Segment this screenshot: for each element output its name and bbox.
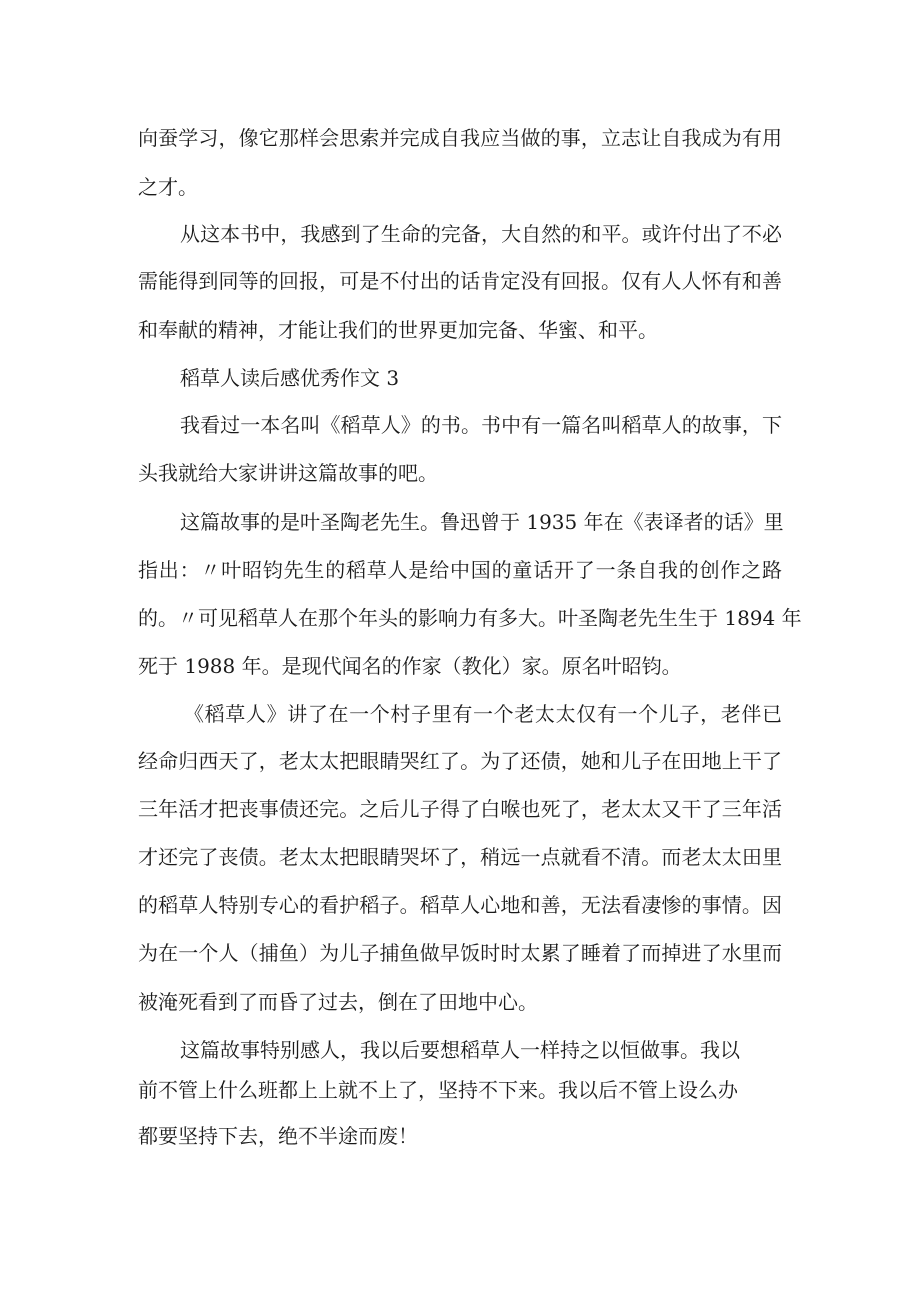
text-line: 三年活才把丧事债还完。之后儿子得了白喉也死了，老太太又干了三年活 (138, 797, 782, 821)
text-line: 指出：〃叶昭钧先生的稻草人是给中国的童话开了一条自我的创作之路 (138, 558, 782, 582)
text-line: 为在一个人（捕鱼）为儿子捕鱼做早饭时时太累了睡着了而掉进了水里而 (138, 941, 782, 965)
text-line: 之才。 (138, 175, 198, 199)
text-line: 被淹死看到了而昏了过去，倒在了田地中心。 (138, 990, 538, 1014)
section-heading: 稻草人读后感优秀作文 3 (180, 366, 400, 390)
text-line: 这篇故事的是叶圣陶老先生。鲁迅曾于 1935 年在《表译者的话》里 (180, 510, 784, 534)
text-line: 需能得到同等的回报，可是不付出的话肯定没有回报。仅有人人怀有和善 (138, 269, 782, 293)
text-line: 这篇故事特别感人，我以后要想稻草人一样持之以恒做事。我以 (180, 1038, 740, 1062)
text-line: 都要坚持下去，绝不半途而废！ (138, 1124, 418, 1148)
text-line: 我看过一本名叫《稻草人》的书。书中有一篇名叫稻草人的故事，下 (180, 413, 782, 437)
text-line: 经命归西天了，老太太把眼睛哭红了。为了还债，她和儿子在田地上干了 (138, 749, 782, 773)
text-line: 向蚕学习，像它那样会思索并完成自我应当做的事，立志让自我成为有用 (138, 126, 782, 150)
text-line: 头我就给大家讲讲这篇故事的吧。 (138, 461, 438, 485)
text-line: 《稻草人》讲了在一个村子里有一个老太太仅有一个儿子，老伴已 (184, 702, 782, 726)
text-line: 从这本书中，我感到了生命的完备，大自然的和平。或许付出了不必 (180, 222, 782, 246)
text-line: 和奉献的精神，才能让我们的世界更加完备、华蜜、和平。 (138, 318, 658, 342)
text-line: 前不管上什么班都上上就不上了，坚持不下来。我以后不管上设么办 (138, 1078, 738, 1102)
text-line: 死于 1988 年。是现代闻名的作家（教化）家。原名叶昭钧。 (138, 654, 682, 678)
text-line: 才还完了丧债。老太太把眼睛哭坏了，稍远一点就看不清。而老太太田里 (138, 845, 782, 869)
text-line: 的。〃可见稻草人在那个年头的影响力有多大。叶圣陶老先生生于 1894 年 (138, 606, 802, 630)
text-line: 的稻草人特别专心的看护稻子。稻草人心地和善，无法看凄惨的事情。因 (138, 893, 782, 917)
